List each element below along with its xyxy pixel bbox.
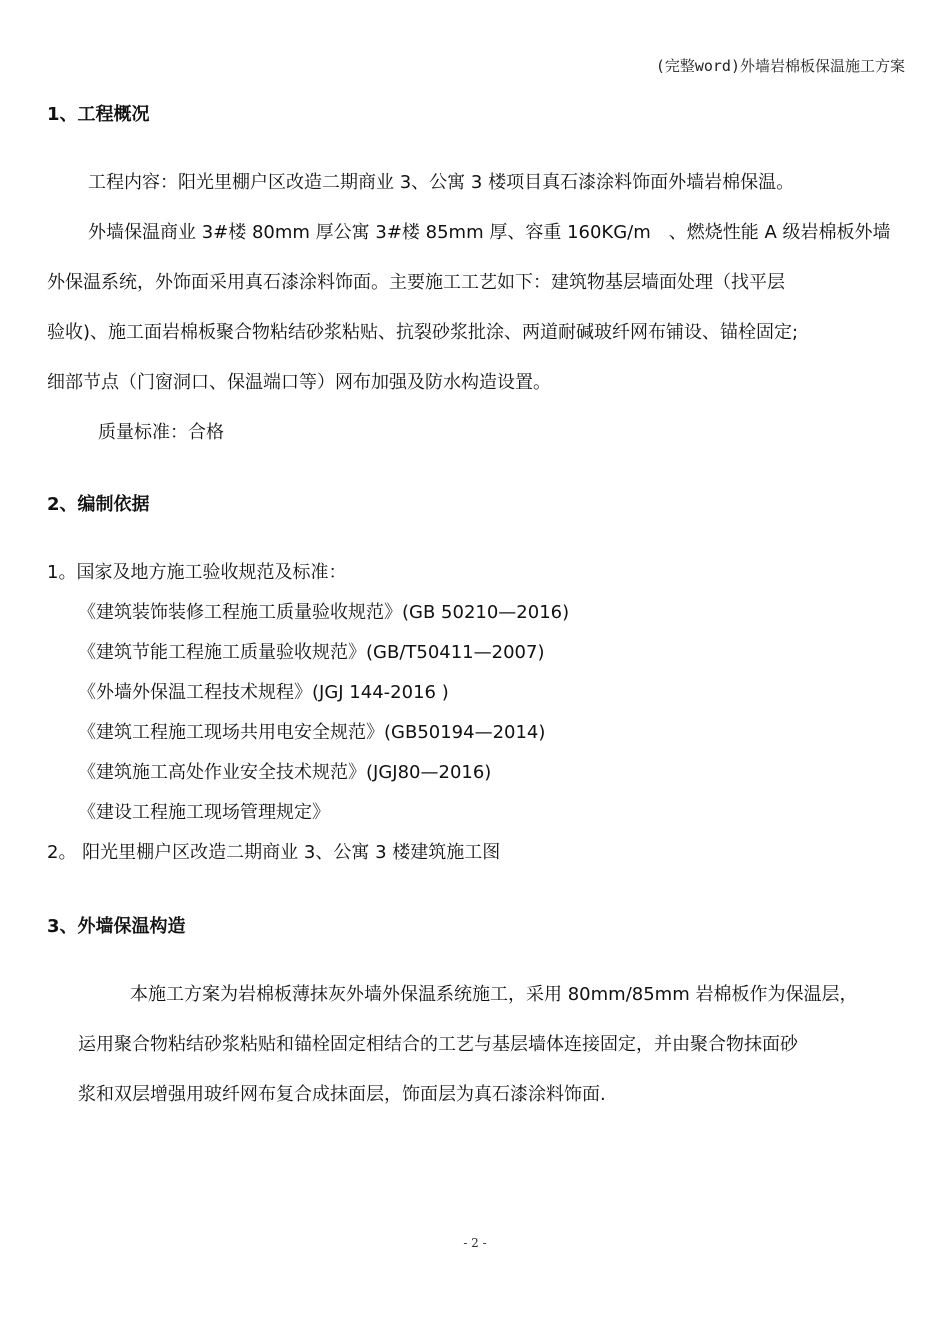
section-heading: 3、外墙保温构造: [47, 916, 186, 937]
list-item: 《外墙外保温工程技术规程》(JGJ 144-2016 ): [78, 682, 449, 703]
list-item: 1。国家及地方施工验收规范及标准：: [47, 562, 347, 583]
page-number: - 2 -: [463, 1236, 487, 1250]
section-heading: 2、编制依据: [47, 494, 150, 515]
list-item: 《建筑施工高处作业安全技术规范》(JGJ80—2016): [78, 762, 492, 783]
page-header: (完整word)外墙岩棉板保温施工方案: [655, 57, 905, 75]
list-item: 《建设工程施工现场管理规定》: [78, 802, 330, 823]
paragraph-line: 细部节点（门窗洞口、保温端口等）网布加强及防水构造设置。: [47, 372, 551, 393]
paragraph-line: 验收)、施工面岩棉板聚合物粘结砂浆粘贴、抗裂砂浆批涂、两道耐碱玻纤网布铺设、锚栓固定;: [47, 322, 799, 343]
paragraph-line: 工程内容：阳光里棚户区改造二期商业 3、公寓 3 楼项目真石漆涂料饰面外墙岩棉保温。: [88, 172, 795, 193]
list-item: 《建筑节能工程施工质量验收规范》(GB/T50411—2007): [78, 642, 545, 663]
list-item: 《建筑工程施工现场共用电安全规范》(GB50194—2014): [78, 722, 546, 743]
paragraph-line: 浆和双层增强用玻纤网布复合成抹面层，饰面层为真石漆涂料饰面.: [78, 1084, 606, 1105]
paragraph-line: 外保温系统，外饰面采用真石漆涂料饰面。主要施工工艺如下：建筑物基层墙面处理（找平层: [47, 272, 785, 293]
paragraph-line: 质量标准：合格: [98, 422, 224, 443]
list-item: 2。 阳光里棚户区改造二期商业 3、公寓 3 楼建筑施工图: [47, 842, 501, 863]
list-item: 《建筑装饰装修工程施工质量验收规范》(GB 50210—2016): [78, 602, 570, 623]
section-heading: 1、工程概况: [47, 104, 150, 125]
paragraph-line: 本施工方案为岩棉板薄抹灰外墙外保温系统施工，采用 80mm/85mm 岩棉板作为保温层，: [130, 984, 858, 1005]
paragraph-line: 外墙保温商业 3#楼 80mm 厚公寓 3#楼 85mm 厚、容重 160KG/m 、燃烧性能 A 级岩棉板外墙: [88, 222, 891, 243]
paragraph-line: 运用聚合物粘结砂浆粘贴和锚栓固定相结合的工艺与基层墙体连接固定，并由聚合物抹面砂: [78, 1034, 798, 1055]
